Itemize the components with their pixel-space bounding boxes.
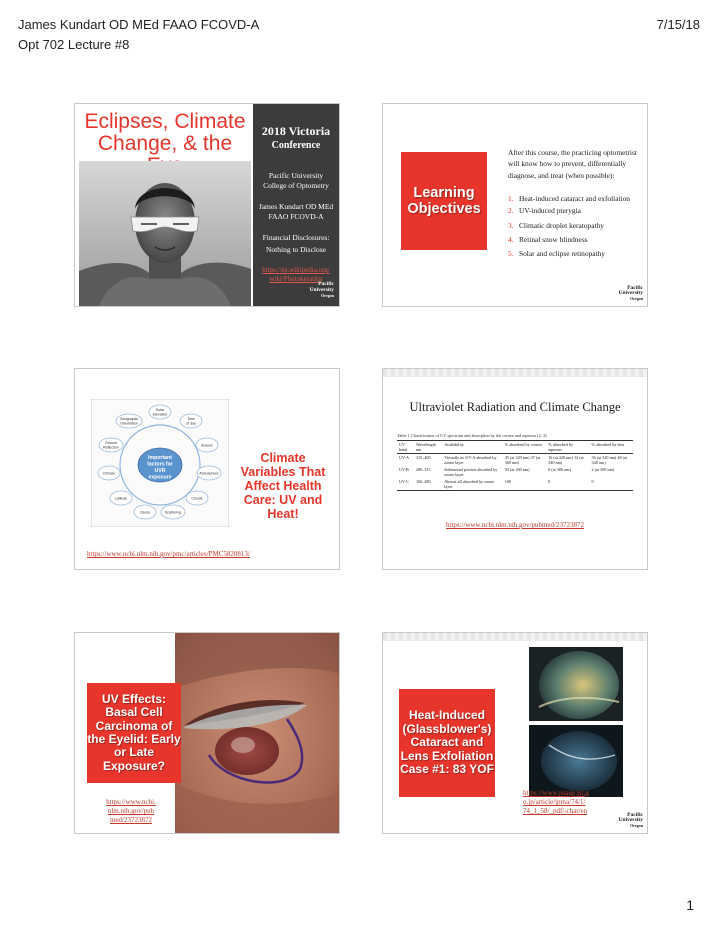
pacific-university-logo: Pacific University Oregon — [309, 281, 334, 298]
pacific-university-logo: Pacific University Oregon — [618, 284, 643, 302]
slide-title: Eclipses, Climate Change, & the — [84, 110, 246, 156]
diagram-node — [197, 466, 221, 480]
table-row: UV-A 315–400 Virtually no UV-A absorbed by ozone layer 45 (at 320 nm) 37 (at 360 nm) 16 (at 320 nm) 14 (at 340 nm) 36 (at 320 nm) 48 (at 340 nm) — [399, 455, 628, 465]
slide-4 — [382, 368, 648, 570]
objectives-intro: After this course, the practicing optometrist will know how to prevent, differentially diagnose, and treat (when possible): — [508, 148, 637, 180]
svg-text:Elevation: Elevation — [152, 412, 168, 417]
header-date: 7/15/18 — [656, 17, 700, 32]
diagram-node — [110, 491, 132, 505]
uv-factors-diagram — [91, 399, 229, 527]
svg-text:Orientation: Orientation — [120, 421, 138, 426]
diagram-node — [134, 505, 156, 519]
institution: Pacific University College of Optometry — [263, 171, 329, 191]
objective-item: 1. Heat-induced cataract and exfoliation — [508, 194, 631, 203]
objective-item: 2. UV-induced pterygia — [508, 206, 581, 216]
diagram-node — [161, 505, 185, 519]
learning-objectives-box — [401, 152, 487, 250]
box-title: Learning Objectives — [407, 184, 481, 217]
climate-variables-box — [240, 427, 326, 545]
svg-text:Clouds: Clouds — [191, 496, 203, 501]
table-header-row: UV band Wavelength nm Availability % absorbed by cornea % absorbed by aqueous % absorbed by lens — [397, 441, 633, 454]
conference-year: 2018 Victoria — [261, 124, 331, 138]
svg-text:Scattering: Scattering — [164, 510, 182, 515]
box-title: UV Effects: Basal Cell Carcinoma of the Eyelid: Early or Late Exposure? — [87, 691, 181, 773]
goggles-photo — [79, 161, 251, 306]
header-course: Opt 702 Lecture #8 — [18, 37, 130, 52]
objective-item: 4. Retinal snow blindness — [508, 235, 588, 245]
svg-text:Ground: Ground — [105, 441, 117, 445]
diagram-node — [149, 405, 171, 419]
uv-effects-box — [87, 683, 181, 783]
svg-text:Latitude: Latitude — [114, 496, 128, 501]
slide-1-link[interactable]: https://es.wikipedia.org/ wiki/Photokeratitis — [262, 266, 330, 284]
disclosures-value: Nothing to Disclose — [266, 245, 326, 254]
diagram-node — [99, 438, 123, 452]
diagram-node — [116, 414, 142, 428]
svg-text:Geographic: Geographic — [119, 417, 139, 421]
table-row: UV-C 100–280 Almost all absorbed by ozone layer 100 0 0 — [397, 478, 633, 491]
slide-6-link[interactable]: https://www.jstage.jst.g o.jp/article/jpma/74/1/ 74_1_58/_pdf/-char/en — [523, 789, 589, 816]
svg-text:Atmosphere: Atmosphere — [199, 471, 219, 476]
svg-text:Time: Time — [187, 417, 195, 421]
svg-text:factors for: factors for — [147, 461, 173, 468]
diagram-node — [180, 414, 202, 428]
svg-text:UVR: UVR — [154, 468, 166, 474]
header-author: James Kundart OD MEd FAAO FCOVD-A — [18, 17, 260, 32]
objectives-list — [508, 194, 642, 260]
slide-2 — [382, 103, 648, 307]
lens-exfoliation-photo-2 — [529, 725, 623, 797]
slide-title: Ultraviolet Radiation and Climate Change — [409, 400, 621, 414]
diagram-node — [98, 466, 120, 480]
diagram-node — [186, 491, 208, 505]
presenter: James Kundart OD MEd FAAO FCOVD-A — [258, 202, 334, 222]
svg-text:Ozone: Ozone — [139, 510, 151, 515]
pacific-university-logo: Pacific University Oregon — [618, 811, 643, 829]
svg-text:exposure: exposure — [148, 474, 172, 481]
heat-induced-box — [399, 689, 495, 797]
page-number: 1 — [686, 897, 694, 913]
svg-text:Reflection: Reflection — [103, 445, 119, 450]
objective-item: 3. Climatic droplet keratopathy — [508, 220, 604, 230]
top-stripe — [383, 633, 647, 641]
slide-5-link[interactable]: https://www.ncbi. nlm.nih.gov/pub med/23723872 — [106, 798, 156, 825]
slide-3 — [74, 368, 340, 570]
slide-5 — [74, 632, 340, 834]
lens-exfoliation-photo-1 — [529, 647, 623, 721]
objective-item: 5. Solar and eclipse retinopathy — [508, 249, 605, 259]
svg-text:Important: Important — [148, 455, 172, 461]
box-title: Climate Variables That Affect Health Care: UV and Heat! — [240, 451, 326, 521]
table-row: UV-B 280–315 Substantial portion absorbed by ozone layer 92 (at 300 nm) 6 (at 300 nm) 2 (at 300 nm) — [399, 467, 615, 477]
eyelid-carcinoma-photo — [175, 633, 339, 833]
slide-3-link[interactable]: https://www.ncbi.nlm.nih.gov/pmc/articles/PMC5820813/ — [87, 550, 250, 558]
table-caption: Table 1 Classification of UV spectrum and absorption by the cornea and aqueous [2, 3] — [397, 433, 547, 438]
svg-text:of day: of day — [186, 421, 196, 426]
slide-1 — [74, 103, 340, 307]
disclosures-label: Financial Disclosures: — [262, 233, 330, 242]
uv-table — [397, 440, 633, 491]
slide-6 — [382, 632, 648, 834]
box-title: Heat-Induced (Glassblower's) Cataract and Lens Exfoliation Case #1: 83 YOF — [400, 708, 494, 777]
conference-name: Conference — [271, 140, 321, 151]
svg-text:Season: Season — [200, 443, 214, 448]
slide-4-link[interactable]: https://www.ncbi.nlm.nih.gov/pubmed/23723872 — [446, 521, 584, 529]
diagram-node — [196, 438, 218, 452]
svg-text:Solar: Solar — [155, 408, 165, 412]
svg-text:Climate: Climate — [102, 471, 116, 476]
top-stripe — [383, 369, 647, 377]
